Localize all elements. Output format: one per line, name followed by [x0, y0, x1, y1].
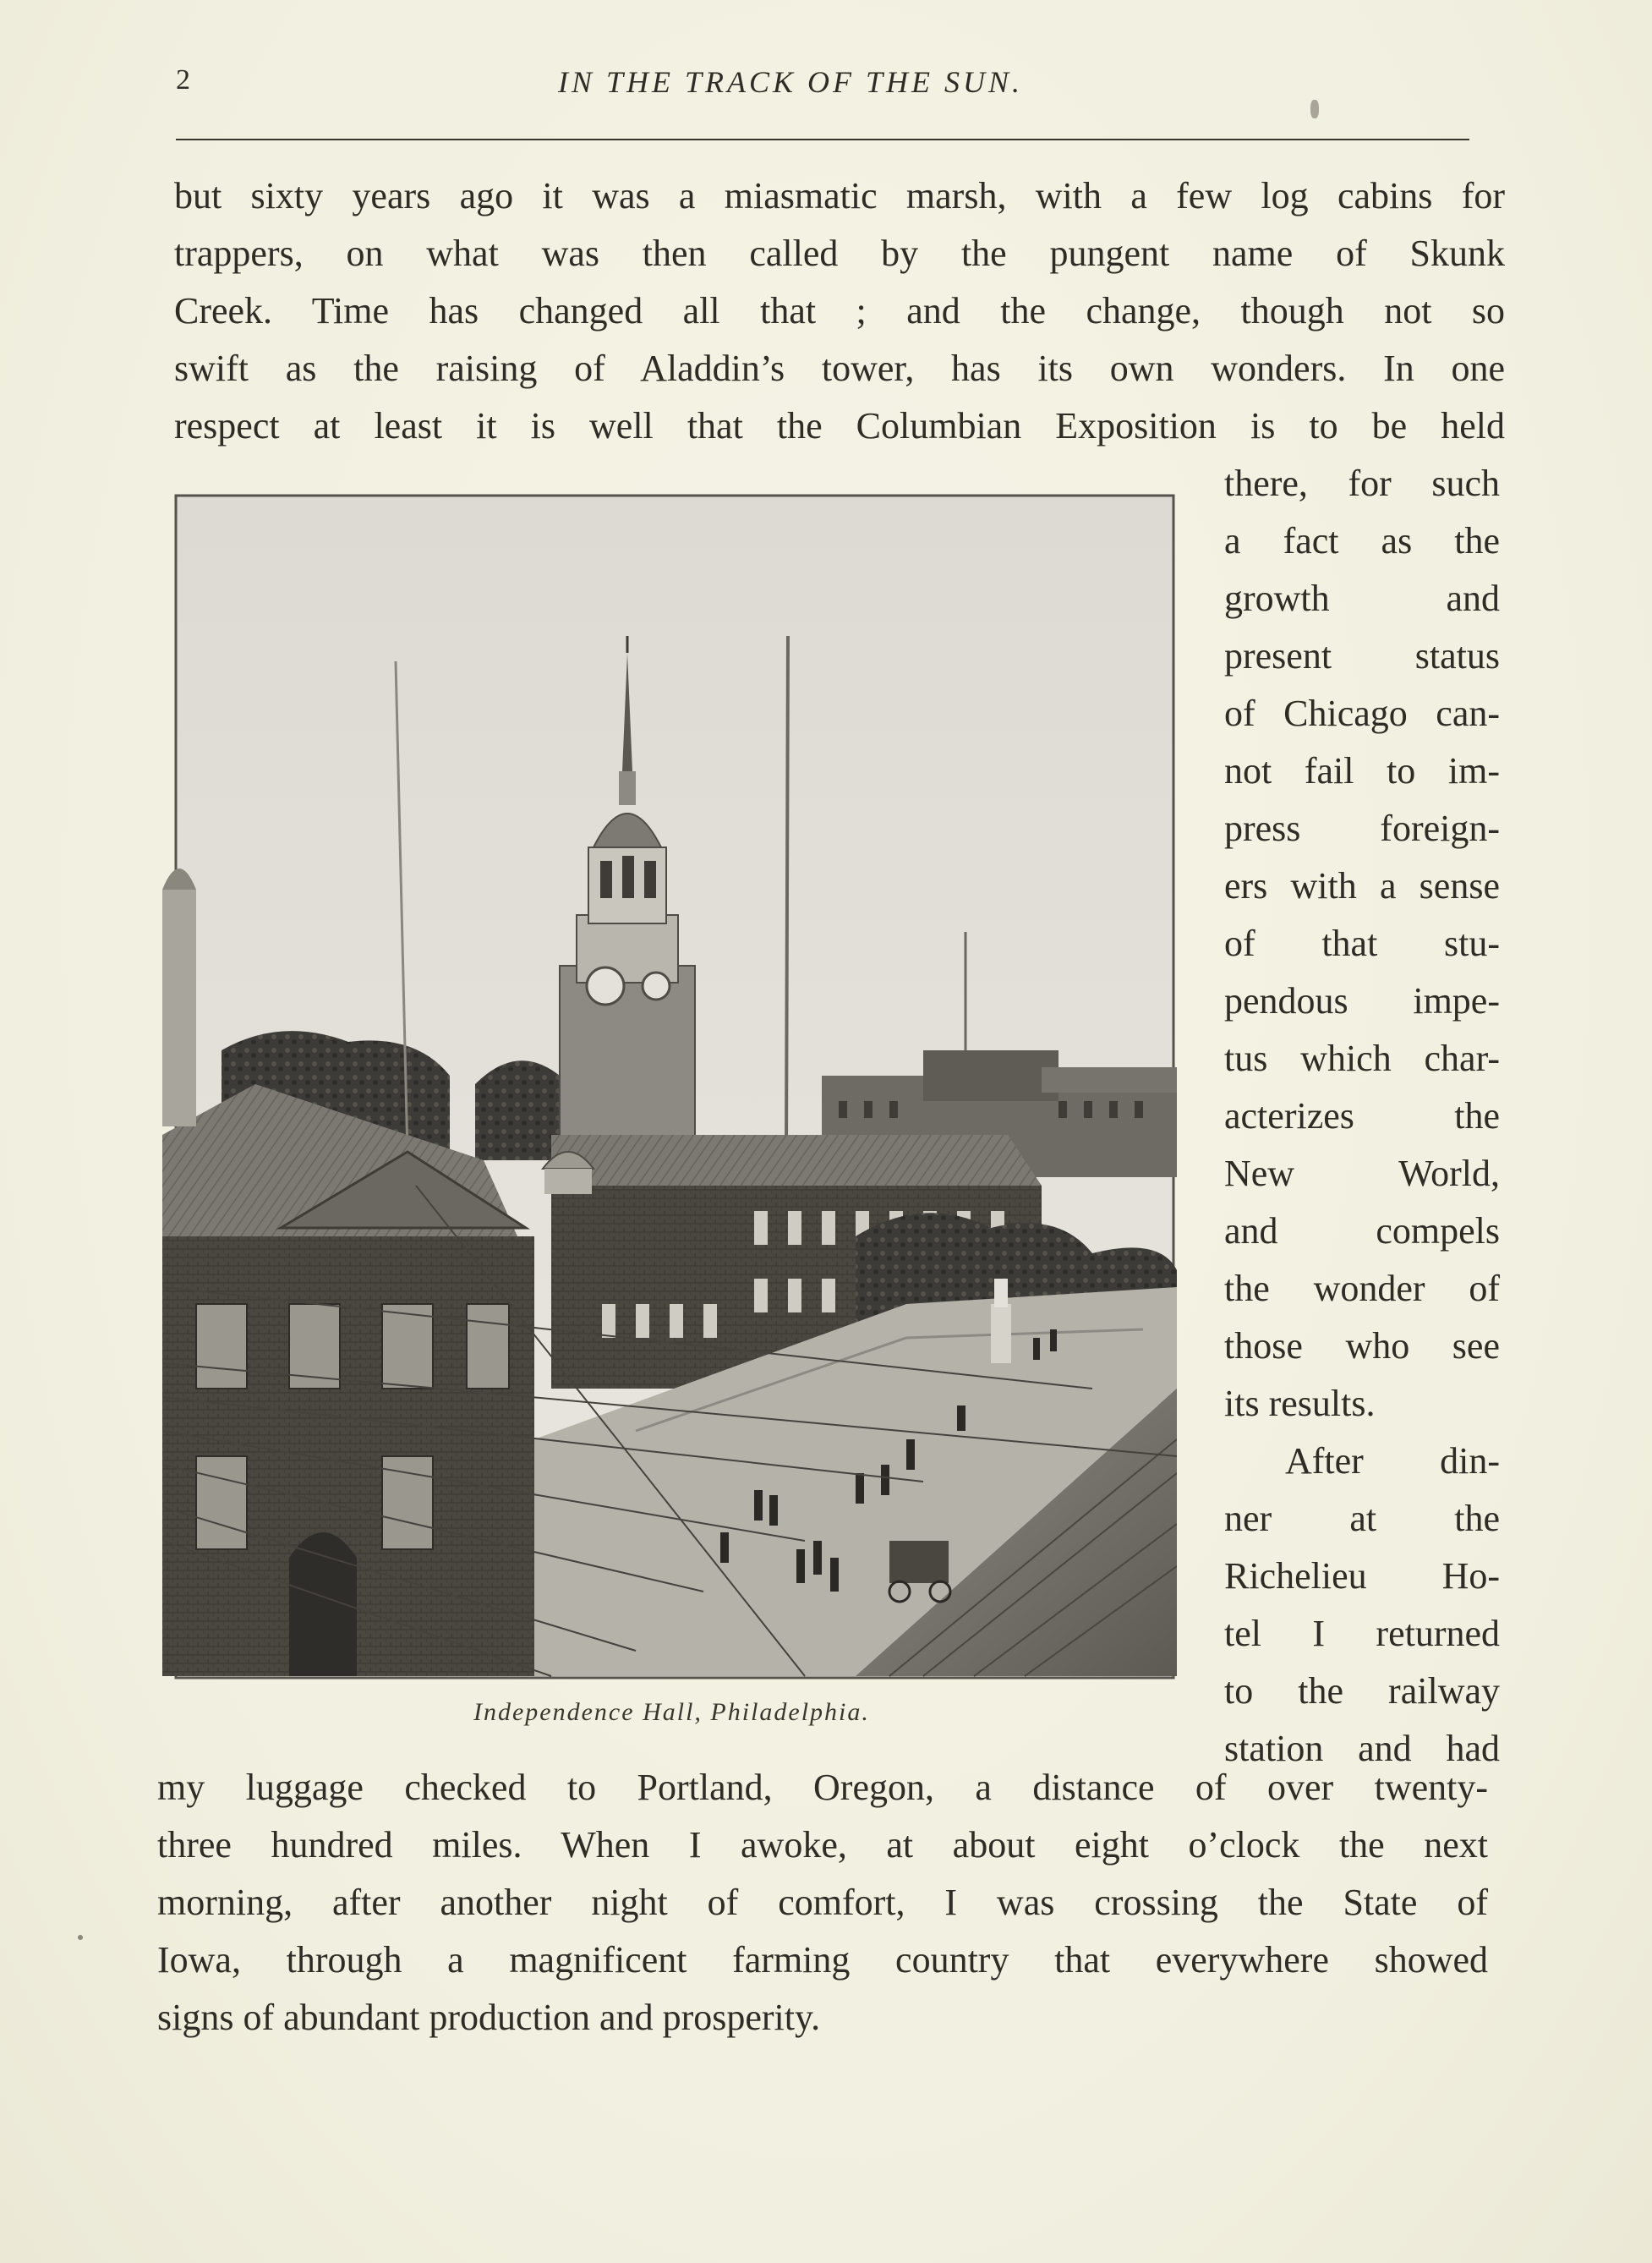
text-line: ers with a sense: [1224, 865, 1500, 907]
text-line: swift as the raising of Aladdin’s tower, has its own wonders. In one: [174, 348, 1505, 389]
text-line: acterizes the: [1224, 1095, 1500, 1137]
header-rule: [176, 139, 1469, 140]
text-line: trappers, on what was then called by the pungent name of Skunk: [174, 233, 1505, 274]
text-line: growth and: [1224, 578, 1500, 619]
text-line: but sixty years ago it was a miasmatic marsh, with a few log cabins for: [174, 175, 1505, 216]
text-line: Iowa, through a magnificent farming country that everywhere showed: [157, 1939, 1488, 1981]
text-line: station and had: [1224, 1728, 1500, 1769]
photograph-independence-hall: [162, 492, 1177, 1683]
running-title: IN THE TRACK OF THE SUN.: [558, 65, 1024, 99]
text-line: New World,: [1224, 1153, 1500, 1194]
text-line: press foreign-: [1224, 808, 1500, 849]
text-line: respect at least it is well that the Columbian Exposition is to be held: [174, 405, 1505, 447]
text-line: Creek. Time has changed all that ; and the change, though not so: [174, 290, 1505, 332]
paper-blemish: [78, 1935, 83, 1940]
text-line: After din-: [1285, 1440, 1500, 1482]
text-line: and compels: [1224, 1210, 1500, 1252]
text-line: there, for such: [1224, 463, 1500, 504]
page-number: 2: [176, 64, 191, 96]
paper-blemish: [1310, 100, 1319, 118]
text-line: present status: [1224, 635, 1500, 677]
figure-caption: Independence Hall, Philadelphia.: [473, 1698, 870, 1726]
paragraph-bottom: [157, 1759, 1488, 2047]
text-line: signs of abundant production and prosperity.: [157, 1997, 821, 2038]
paragraph-side: [1224, 455, 1500, 1778]
text-line: pendous impe-: [1224, 980, 1500, 1022]
text-line: not fail to im-: [1224, 750, 1500, 792]
text-line: Richelieu Ho-: [1224, 1555, 1500, 1597]
text-line: of that stu-: [1224, 923, 1500, 964]
text-line: the wonder of: [1224, 1268, 1500, 1309]
text-line: tus which char-: [1224, 1038, 1500, 1079]
text-line: of Chicago can-: [1224, 693, 1500, 734]
text-line: three hundred miles. When I awoke, at about eight o’clock the next: [157, 1824, 1488, 1866]
text-line: tel I returned: [1224, 1613, 1500, 1654]
text-line: morning, after another night of comfort, I was crossing the State of: [157, 1882, 1488, 1923]
text-line: those who see: [1224, 1325, 1500, 1367]
text-line: ner at the: [1224, 1498, 1500, 1539]
paragraph-top: [174, 167, 1505, 455]
text-line: its results.: [1224, 1383, 1376, 1424]
text-line: to the railway: [1224, 1670, 1500, 1712]
photograph-image: [162, 492, 1177, 1683]
text-line: my luggage checked to Portland, Oregon, a distance of over twenty-: [157, 1767, 1488, 1808]
text-line: a fact as the: [1224, 520, 1500, 562]
